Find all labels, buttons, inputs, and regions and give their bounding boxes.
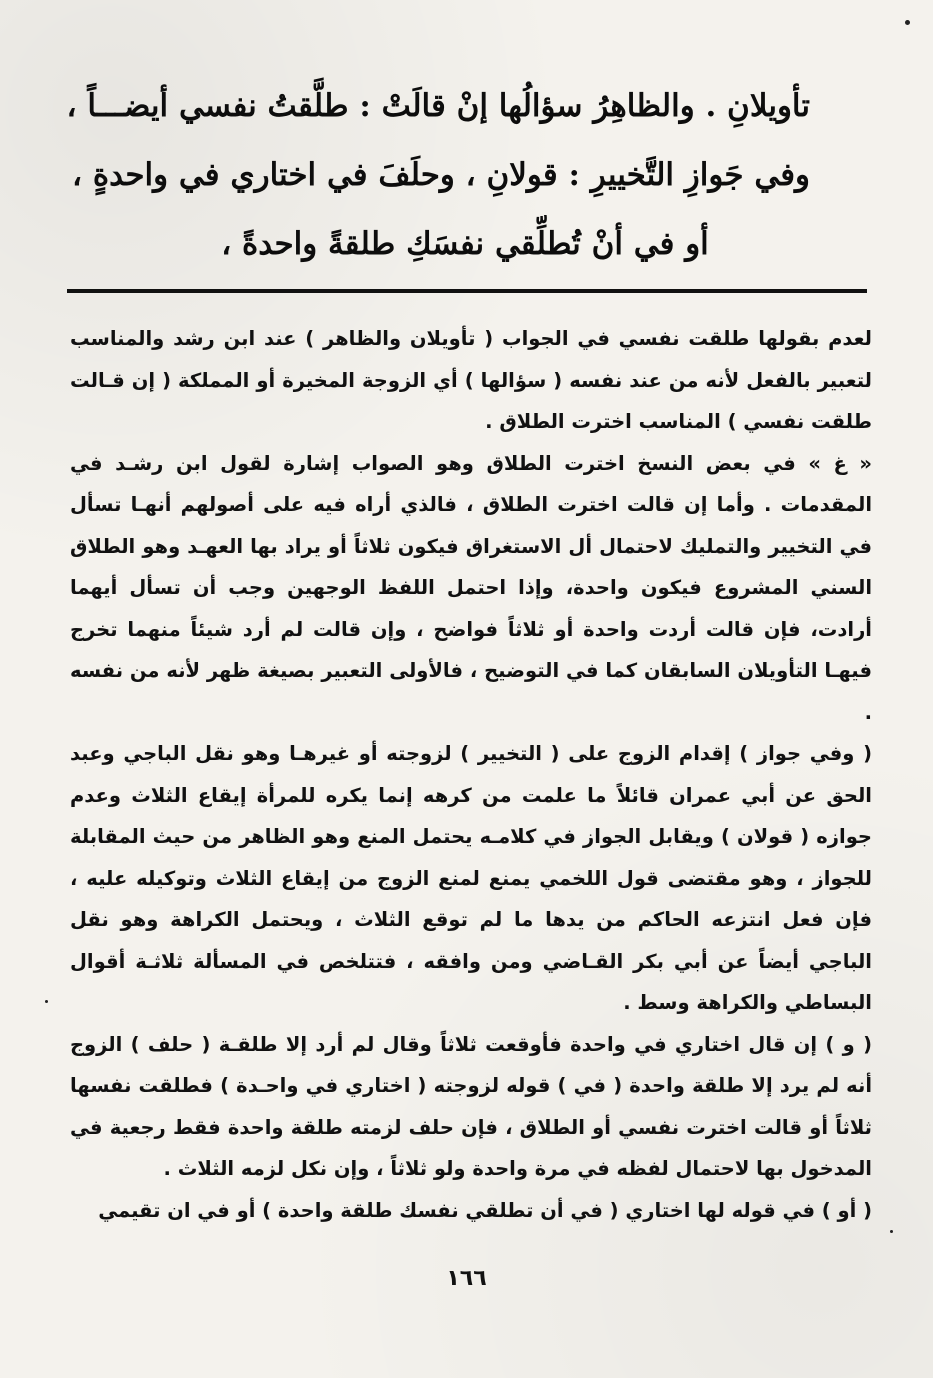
scan-speck: [890, 1230, 893, 1233]
commentary-paragraph: ( و ) إن قال اختاري في واحدة فأوقعت ثلاثاً وقال لم أرد إلا طلقـة ( حلف ) الزوج أنه لم يرد إلا طلقة واحدة ( في ) قوله لزوجته ( اختاري في واحـدة ) فطلقت نفسها ثلاثاً أو قالت اخترت نفسي أو الطلاق ، فإن حلف لزمته طلقة واحدة فقط رجعية في المدخول بها لاحتمال لفظه في مرة واحدة ولو ثلاثاً ، وإن نكل لزمه الثلاث .: [70, 1032, 872, 1180]
commentary-block: [70, 318, 872, 1231]
commentary-paragraph: ( أو ) في قوله لها اختاري ( في أن تطلقي نفسك طلقة واحدة ) أو في ان تقيمي: [98, 1198, 872, 1222]
page-number: ١٦٦: [446, 1266, 487, 1291]
section-divider: [67, 289, 867, 293]
commentary-paragraph: لعدم بقولها طلقت نفسي في الجواب ( تأويلان والظاهر ) عند ابن رشد والمناسب لتعبير بالفعل لأنه من عند نفسه ( سؤالها ) أي الزوجة المخيرة أو المملكة ( إن قـالت طلقت نفسي ) المناسب اخترت الطلاق .: [70, 327, 872, 433]
commentary-paragraph: ( وفي جواز ) إقدام الزوج على ( التخيير ) لزوجته أو غيرهـا وهو نقل الباجي وعبد الحق عن أبي عمران قائلاً ما علمت من كرهه إنما يكره للمرأة إيقاع الثلاث وعدم جوازه ( قولان ) ويقابل الجواز في كلامـه يحتمل المنع وهو الظاهر من حيث المقابلة للجواز ، وهو مقتضى قول اللخمي يمنع لمنع الزوج من إيقاع الثلاث وتوكيله عليه ، فإن فعل انتزعه الحاكم من يدها ما لم توقع الثلاث ، ويحتمل الكراهة وهو نقل الباجي أيضاً عن أبي بكر القـاضي ومن وافقه ، فتتلخص في المسألة ثلاثـة أقوال البساطي والكراهة وسط .: [70, 742, 872, 1014]
main-text-line: وفي جَوازِ التَّخييرِ : قولانِ ، وحلَفَ في اختاري في واحدةٍ ،: [72, 157, 810, 193]
main-text-block: [66, 72, 810, 279]
main-text-line: تأويلانِ . والظاهِرُ سؤالُها إنْ قالَتْ : طلَّقتُ نفسي أيضـــاً ،: [66, 88, 810, 124]
main-text-line: أو في أنْ تُطلِّقي نفسَكِ طلقةً واحدةً ،: [221, 226, 709, 262]
scan-speck: [45, 1000, 48, 1003]
commentary-paragraph: « غ » في بعض النسخ اخترت الطلاق وهو الصواب إشارة لقول ابن رشـد في المقدمات . وأما إن قالت اخترت الطلاق ، فالذي أراه فيه على أصولهم أنهـا تسأل في التخيير والتمليك لاحتمال أل الاستغراق فيكون ثلاثاً أو يراد بها العهـد وهو الطلاق السني المشروع فيكون واحدة، وإذا احتمل اللفظ الوجهين وجب أن تسأل أيهما أرادت، فإن قالت أردت واحدة أو ثلاثاً فواضح ، وإن قالت لم أرد شيئاً منهما تخرج فيهـا التأويلان السابقان كما في التوضيح ، فالأولى التعبير بصيغة ظهر لأنه من نفسه .: [70, 451, 872, 724]
scan-speck: [905, 20, 910, 25]
